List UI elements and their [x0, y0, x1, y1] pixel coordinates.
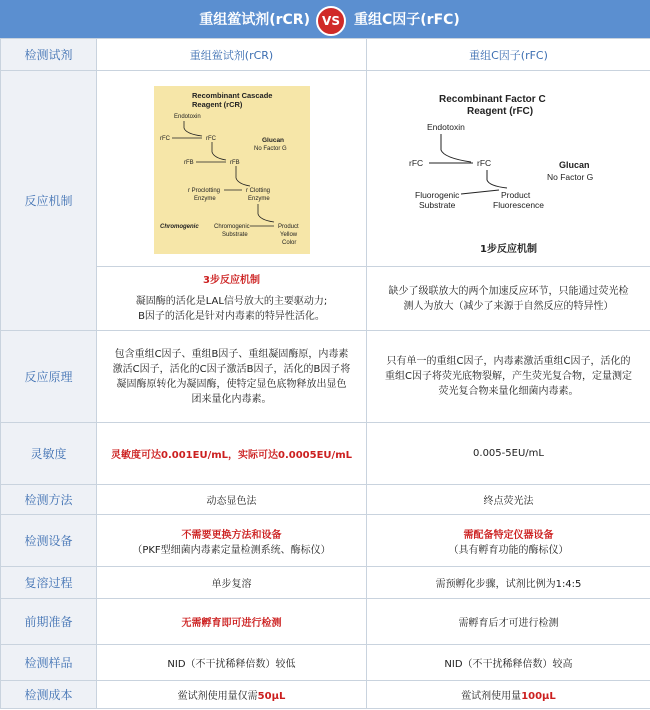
rcr-product-3: Color — [281, 239, 296, 246]
principle-left-line-1: 包含重组C因子、重组B因子、重组凝固酶原，内毒素 — [114, 348, 349, 360]
label-sample: 检测样品 — [1, 645, 97, 681]
label-reagent: 检测试剂 — [1, 39, 97, 71]
row-cost — [1, 681, 650, 709]
label-method: 检测方法 — [1, 485, 97, 515]
dissolve-right: 需预孵化步骤，试剂比例为1:4:5 — [367, 567, 650, 599]
sample-right: NID（不干扰稀释倍数）较高 — [367, 645, 650, 681]
label-sensitivity: 灵敏度 — [1, 423, 97, 485]
rcr-rfb-active: rFB — [229, 159, 240, 166]
rcr-proclotting-2: Enzyme — [193, 195, 216, 202]
prep-right: 需孵育后才可进行检测 — [367, 599, 650, 645]
cost-left-value: 50μL — [257, 691, 286, 702]
header-left-title: 重组鲎试剂(rCR) — [199, 12, 310, 28]
rfc-caption: 1步反应机制 — [480, 244, 537, 255]
equipment-right — [367, 515, 650, 567]
principle-left-line-4: 团来量化内毒素。 — [191, 393, 272, 405]
rfc-title-1: Recombinant Factor C — [438, 94, 546, 105]
header-right-title: 重组C因子(rFC) — [354, 12, 460, 28]
label-mechanism: 反应机制 — [1, 71, 97, 331]
mechanism-left-line-2: B因子的活化是针对内毒素的特异性活化。 — [138, 311, 325, 322]
rfc-title-2: Reagent (rFC) — [466, 106, 533, 117]
row-principle — [1, 331, 650, 423]
cost-right-prefix: 鲎试剂使用量 — [461, 691, 522, 702]
method-right: 终点荧光法 — [367, 485, 650, 515]
principle-left — [97, 331, 367, 423]
cost-left-prefix: 鲎试剂使用量仅需 — [177, 691, 258, 702]
rcr-endotoxin: Endotoxin — [173, 113, 201, 120]
rcr-clotting-1: r Clotting — [245, 187, 270, 194]
sensitivity-left: 灵敏度可达0.001EU/mL，实际可达0.0005EU/mL — [97, 423, 367, 485]
method-left: 动态显色法 — [97, 485, 367, 515]
rfc-arrow-rfc-to-product — [487, 170, 507, 188]
rfc-diagram — [389, 84, 629, 234]
rcr-proclotting-1: r Proclotting — [187, 187, 220, 194]
row-sensitivity — [1, 423, 650, 485]
rcr-title-1: Recombinant Cascade — [191, 90, 272, 100]
mechanism-left-desc — [97, 267, 367, 331]
label-principle: 反应原理 — [1, 331, 97, 423]
prep-left: 无需孵育即可进行检测 — [97, 599, 367, 645]
vs-badge: VS — [316, 6, 346, 36]
rcr-rfc-active: rFC — [205, 135, 216, 142]
row-reagent — [1, 39, 650, 71]
header-bar — [0, 0, 650, 38]
rfc-no-factor-g: No Factor G — [546, 172, 593, 182]
rcr-substrate-2: Substrate — [221, 231, 248, 238]
row-sample — [1, 645, 650, 681]
sensitivity-right: 0.005-5EU/mL — [367, 423, 650, 485]
row-equipment — [1, 515, 650, 567]
rfc-substrate-1: Fluorogenic — [414, 190, 459, 200]
cost-left — [97, 681, 367, 709]
principle-right-line-3: 荧光复合物来量化细菌内毒素。 — [438, 386, 579, 397]
rcr-caption: 3步反应机制 — [203, 275, 260, 286]
rfc-product-2: Fluorescence — [492, 200, 544, 210]
reagent-left: 重组鲎试剂(rCR) — [97, 39, 367, 71]
mechanism-right-line-2: 测人为放大（减少了来源于自然反应的特异性） — [403, 300, 614, 312]
dissolve-left: 单步复溶 — [97, 567, 367, 599]
principle-left-line-3: 凝固酶原转化为凝固酶，使特定显色底物释放出显色 — [116, 378, 347, 390]
principle-right-line-1: 只有单一的重组C因子，内毒素激活重组C因子，活化的 — [386, 356, 631, 367]
equipment-right-main: 需配备特定仪器设备 — [463, 529, 554, 541]
rcr-title-2: Reagent (rCR) — [191, 99, 242, 109]
rcr-rfb: rFB — [183, 159, 194, 166]
label-dissolve: 复溶过程 — [1, 567, 97, 599]
equipment-left-main: 不需要更换方法和设备 — [181, 529, 282, 541]
rcr-clotting-2: Enzyme — [247, 195, 270, 202]
rfc-rfc-active: rFC — [476, 158, 491, 168]
mechanism-left-line-1: 凝固酶的活化是LAL信号放大的主要驱动力; — [135, 296, 328, 307]
reagent-right: 重组C因子(rFC) — [367, 39, 650, 71]
mechanism-right-desc — [367, 267, 650, 331]
rfc-endotoxin: Endotoxin — [426, 122, 465, 132]
rfc-arrow-endotoxin — [441, 134, 471, 162]
rcr-rfc: rFC — [159, 135, 170, 142]
label-equipment: 检测设备 — [1, 515, 97, 567]
row-mechanism-desc — [1, 267, 650, 331]
row-mechanism-figure — [1, 71, 650, 267]
rcr-substrate-1: Chromogenic — [213, 223, 250, 230]
rcr-product-1: Product — [277, 223, 299, 230]
row-method — [1, 485, 650, 515]
comparison-table — [0, 38, 650, 709]
rfc-rfc: rFC — [408, 158, 423, 168]
rfc-arrow-substrate — [461, 190, 499, 194]
rfc-product-1: Product — [500, 190, 530, 200]
cost-right-value: 100μL — [521, 691, 556, 702]
row-prep — [1, 599, 650, 645]
rfc-glucan: Glucan — [558, 160, 590, 170]
rcr-glucan: Glucan — [261, 136, 284, 144]
principle-right-line-2: 重组C因子将荧光底物裂解，产生荧光复合物，定量测定 — [385, 371, 632, 382]
equipment-left — [97, 515, 367, 567]
label-prep: 前期准备 — [1, 599, 97, 645]
mechanism-right-line-1: 缺少了级联放大的两个加速反应环节，只能通过荧光检 — [388, 285, 629, 297]
rcr-product-2: Yellow — [279, 231, 297, 238]
principle-left-line-2: 激活C因子，活化的C因子激活B因子，活化的B因子将 — [112, 363, 351, 375]
principle-right — [367, 331, 650, 423]
rfc-substrate-2: Substrate — [418, 200, 455, 210]
equipment-left-sub: （PKF型细菌内毒素定量检测系统、酶标仪） — [132, 544, 331, 556]
equipment-right-sub: （具有孵育功能的酶标仪） — [448, 544, 569, 556]
rcr-diagram — [154, 86, 310, 254]
cost-right — [367, 681, 650, 709]
label-cost: 检测成本 — [1, 681, 97, 709]
rcr-no-factor-g: No Factor G — [253, 145, 287, 152]
sample-left: NID（不干扰稀释倍数）较低 — [97, 645, 367, 681]
row-dissolve — [1, 567, 650, 599]
rcr-chromogenic-label: Chromogenic — [159, 223, 199, 230]
